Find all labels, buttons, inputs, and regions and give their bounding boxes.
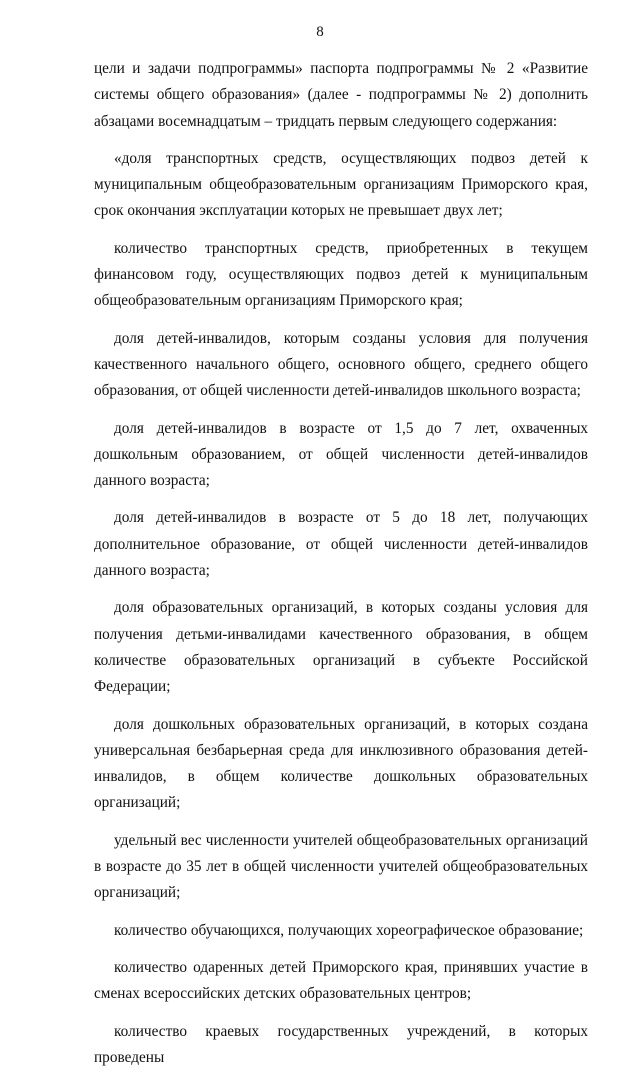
paragraph: количество одаренных детей Приморского края, принявших участие в сменах всероссийских детских образовательных центров;: [94, 958, 588, 1003]
paragraph: доля образовательных организаций, в которых созданы условия для получения детьми-инвалидами качественного образования, в общем количестве образовательных организаций в субъекте Российской Федерации;: [94, 599, 588, 696]
document-body: [94, 56, 588, 1082]
paragraph: доля детей-инвалидов в возрасте от 1,5 до 7 лет, охваченных дошкольным образованием, от общей численности детей-инвалидов данного возраста;: [94, 419, 588, 490]
paragraph: доля детей-инвалидов, которым созданы условия для получения качественного начального общего, основного общего, среднего общего образования, от общей численности детей-инвалидов школьного возраста;: [94, 329, 588, 400]
paragraph: количество транспортных средств, приобретенных в текущем финансовом году, осуществляющих подвоз детей к муниципальным общеобразовательным организациям Приморского края;: [94, 239, 588, 310]
paragraph: удельный вес численности учителей общеобразовательных организаций в возрасте до 35 лет в общей численности учителей общеобразовательных организаций;: [94, 831, 588, 902]
paragraph: доля детей-инвалидов в возрасте от 5 до 18 лет, получающих дополнительное образование, от общей численности детей-инвалидов данного возраста;: [94, 509, 588, 580]
page-number: 8: [316, 24, 324, 40]
paragraph: количество краевых государственных учреждений, в которых проведены: [94, 1022, 588, 1066]
paragraph: цели и задачи подпрограммы» паспорта подпрограммы № 2 «Развитие системы общего образования» (далее - подпрограммы № 2) дополнить абзацами восемнадцатым – тридцать первым следующего содержания:: [94, 60, 588, 130]
paragraph: «доля транспортных средств, осуществляющих подвоз детей к муниципальным общеобразовательным организациям Приморского края, срок окончания эксплуатации которых не превышает двух лет;: [94, 149, 588, 220]
paragraph: доля дошкольных образовательных организаций, в которых создана универсальная безбарьерная среда для инклюзивного образования детей-инвалидов, в общем количестве дошкольных образовательных организаций;: [94, 715, 588, 812]
paragraph: количество обучающихся, получающих хореографическое образование;: [114, 921, 584, 939]
